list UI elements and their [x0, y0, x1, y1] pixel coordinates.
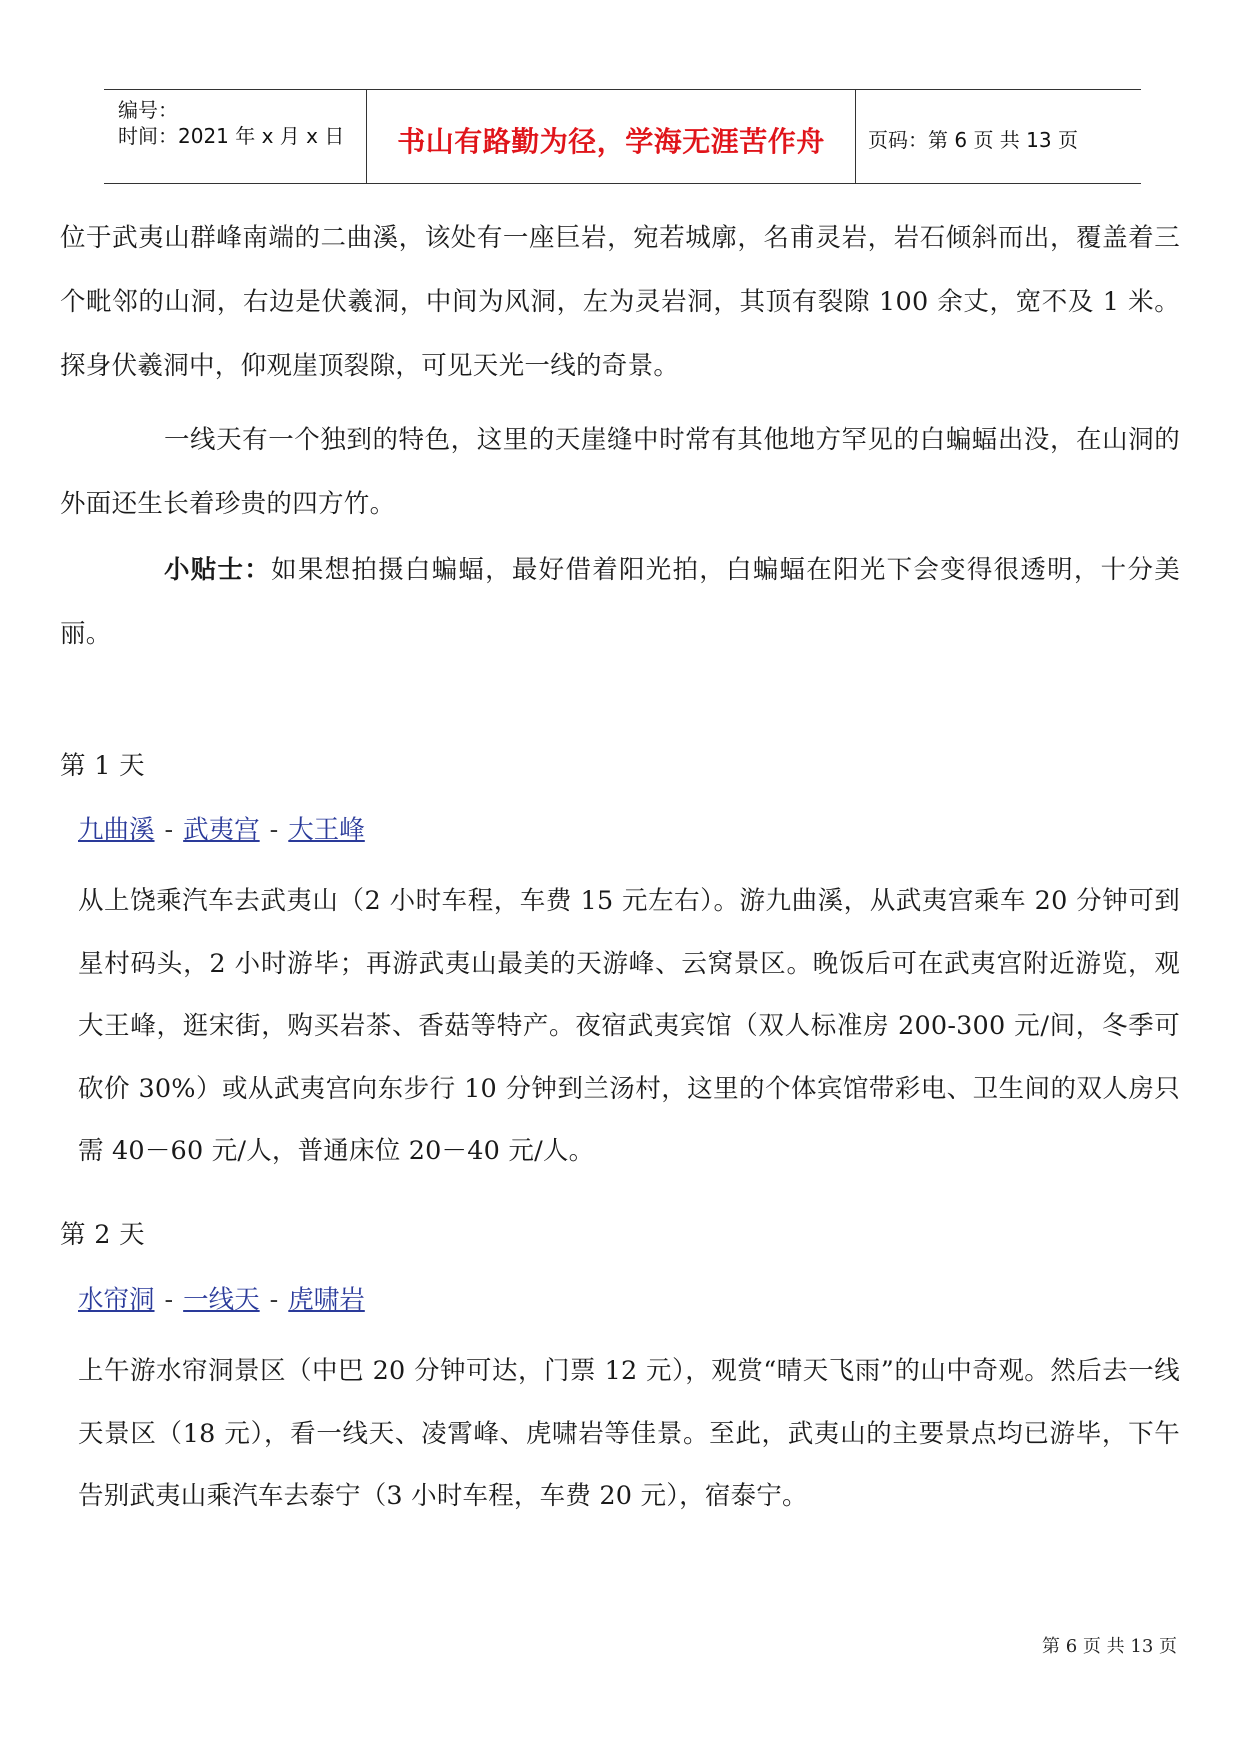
header-meta-cell [104, 90, 366, 183]
day-2-routes [78, 1280, 365, 1316]
route-separator: - [164, 1285, 174, 1315]
header-number-label: 编号： [118, 98, 178, 122]
route-link-jiuqu-stream[interactable]: 九曲溪 [78, 815, 155, 845]
route-separator: - [269, 815, 279, 845]
header-page-cell [856, 90, 1141, 183]
header-motto-cell [366, 90, 856, 183]
day-1-title: 第 1 天 [60, 751, 145, 781]
header-time-label: 时间：2021 年 x 月 x 日 [118, 124, 345, 148]
paragraph-white-bats: 一线天有一个独到的特色，这里的天崖缝中时常有其他地方罕见的白蝙蝠出没，在山洞的外面还生长着珍贵的四方竹。 [60, 425, 1180, 519]
tip-label: 小贴士： [164, 555, 272, 585]
document-header [104, 89, 1141, 184]
route-separator: - [269, 1285, 279, 1315]
route-link-huxiao-rock[interactable]: 虎啸岩 [288, 1285, 365, 1315]
page-footer-number: 第 6 页 共 13 页 [1042, 1636, 1177, 1657]
day-1-routes [78, 810, 365, 846]
tip-text: 如果想拍摄白蝙蝠，最好借着阳光拍，白蝙蝠在阳光下会变得很透明，十分美丽。 [60, 555, 1181, 649]
paragraph-erqu-stream: 位于武夷山群峰南端的二曲溪，该处有一座巨岩，宛若城廓，名甫灵岩，岩石倾斜而出，覆盖着三个毗邻的山洞，右边是伏羲洞，中间为风洞，左为灵岩洞，其顶有裂隙 100 余丈，宽不及 1 米。探身伏羲洞中，仰观崖顶裂隙，可见天光一线的奇景。 [60, 223, 1180, 381]
route-link-dawang-peak[interactable]: 大王峰 [288, 815, 365, 845]
day-1-description: 从上饶乘汽车去武夷山（2 小时车程，车费 15 元左右）。游九曲溪，从武夷宫乘车 20 分钟可到星村码头，2 小时游毕；再游武夷山最美的天游峰、云窝景区。晚饭后可在武夷宫附近游览，观大王峰，逛宋街，购买岩茶、香菇等特产。夜宿武夷宾馆（双人标准房 200-300 元/间，冬季可砍价 30%）或从武夷宫向东步行 10 分钟到兰汤村，这里的个体宾馆带彩电、卫生间的双人房只需 40－60 元/人，普通床位 20－40 元/人。 [78, 886, 1180, 1166]
day-2-title: 第 2 天 [60, 1220, 145, 1250]
day-2-description: 上午游水帘洞景区（中巴 20 分钟可达，门票 12 元），观赏“晴天飞雨”的山中奇观。然后去一线天景区（18 元），看一线天、凌霄峰、虎啸岩等佳景。至此，武夷山的主要景点均已游毕，下午告别武夷山乘汽车去泰宁（3 小时车程，车费 20 元），宿泰宁。 [78, 1356, 1180, 1511]
route-link-water-curtain-cave[interactable]: 水帘洞 [78, 1285, 155, 1315]
route-link-yixiantian[interactable]: 一线天 [183, 1285, 260, 1315]
route-link-wuyi-palace[interactable]: 武夷宫 [183, 815, 260, 845]
paragraph-tip [60, 538, 1180, 666]
route-separator: - [164, 815, 174, 845]
header-page-code: 页码：第 6 页 共 13 页 [868, 128, 1078, 152]
header-motto: 书山有路勤为径，学海无涯苦作舟 [397, 125, 825, 158]
